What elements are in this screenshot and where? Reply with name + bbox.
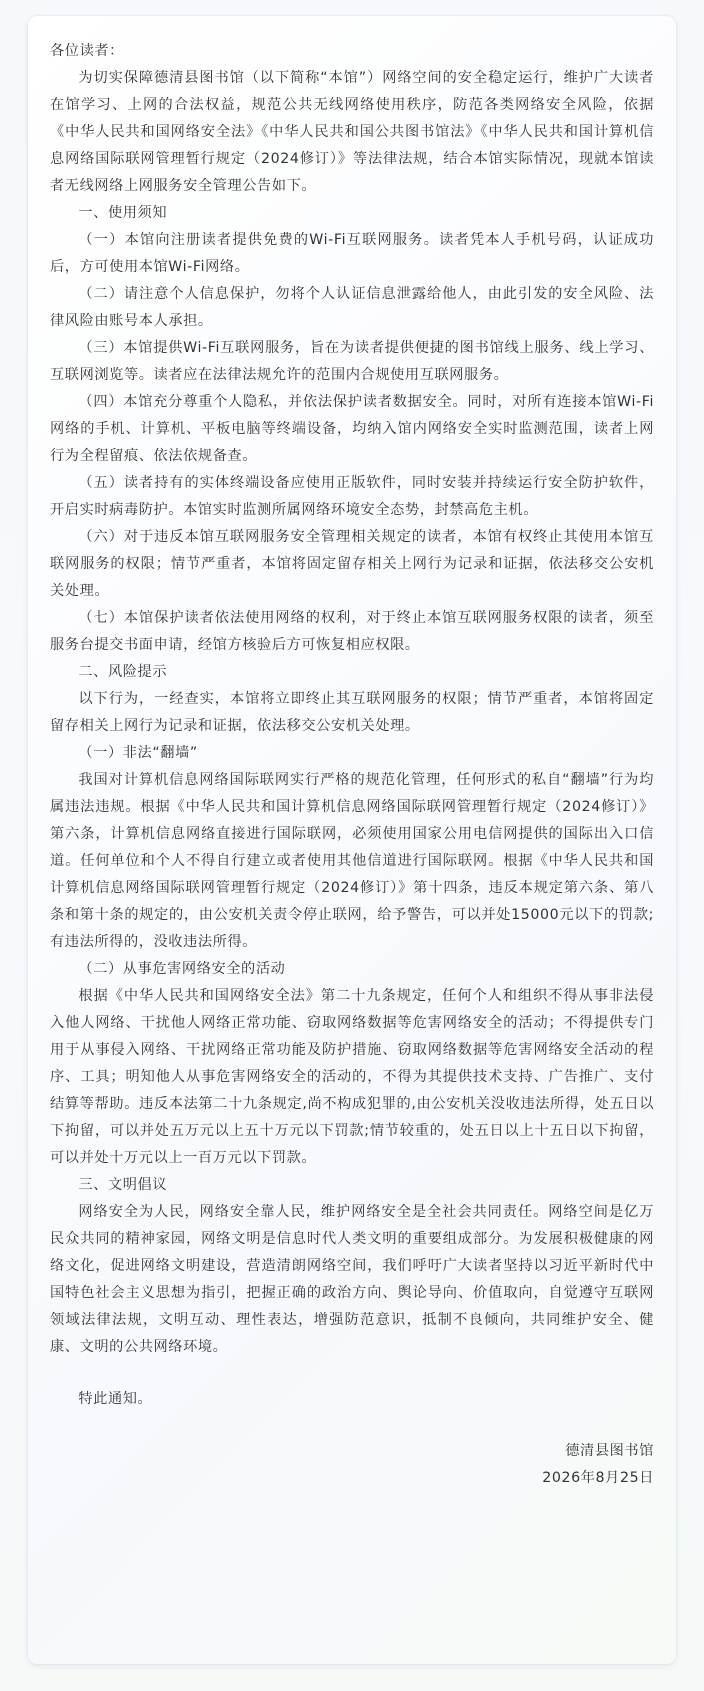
section-1-item: （三）本馆提供Wi-Fi互联网服务，旨在为读者提供便捷的图书馆线上服务、线上学习、互联网浏览等。读者应在法律法规允许的范围内合规使用互联网服务。 — [50, 340, 654, 383]
spacer — [50, 1413, 654, 1438]
section-3-title: 三、文明倡议 — [78, 1177, 168, 1193]
section-1-title: 一、使用须知 — [78, 205, 168, 221]
section-1-item: （五）读者持有的实体终端设备应使用正版软件，同时安装并持续运行安全防护软件，开启实时病毒防护。本馆实时监测所属网络环境安全态势，封禁高危主机。 — [50, 475, 654, 518]
section-1-item: （六）对于违反本馆互联网服务安全管理相关规定的读者，本馆有权终止其使用本馆互联网服务的权限；情节严重者，本馆将固定留存相关上网行为记录和证据，依法移交公安机关处理。 — [50, 529, 654, 599]
notice-date: 2026年8月25日 — [542, 1470, 654, 1486]
section-1-item: （四）本馆充分尊重个人隐私，并依法保护读者数据安全。同时，对所有连接本馆Wi-Fi网络的手机、计算机、平板电脑等终端设备，均纳入馆内网络安全实时监测范围，读者上网行为全程留痕、依法依规备查。 — [50, 394, 654, 464]
section-2-sub-2-title: （二）从事危害网络安全的活动 — [78, 961, 286, 977]
intro-paragraph: 为切实保障德清县图书馆（以下简称“本馆”）网络空间的安全稳定运行，维护广大读者在馆学习、上网的合法权益，规范公共无线网络使用秩序，防范各类网络安全风险，依据《中华人民共和国网络安全法》《中华人民共和国公共图书馆法》《中华人民共和国计算机信息网络国际联网管理暂行规定（2024修订）》等法律法规，结合本馆实际情况，现就本馆读者无线网络上网服务安全管理公告如下。 — [50, 70, 654, 194]
section-2-intro: 以下行为，一经查实，本馆将立即终止其互联网服务的权限；情节严重者，本馆将固定留存相关上网行为记录和证据，依法移交公安机关处理。 — [50, 691, 654, 734]
salutation: 各位读者： — [50, 43, 124, 59]
spacer — [50, 1361, 654, 1386]
section-2-sub-1-title: （一）非法“翻墙” — [78, 745, 198, 761]
section-1-item: （一）本馆向注册读者提供免费的Wi-Fi互联网服务。读者凭本人手机号码，认证成功后，方可使用本馆Wi-Fi网络。 — [50, 232, 654, 275]
closing-line: 特此通知。 — [78, 1391, 153, 1407]
section-2-sub-1-text: 我国对计算机信息网络国际联网实行严格的规范化管理，任何形式的私自“翻墙”行为均属违法违规。根据《中华人民共和国计算机信息网络国际联网管理暂行规定（2024修订）》第六条，计算机信息网络直接进行国际联网，必须使用国家公用电信网提供的国际出入口信道。任何单位和个人不得自行建立或者使用其他信道进行国际联网。根据《中华人民共和国计算机信息网络国际联网管理暂行规定（2024修订）》第十四条，违反本规定第六条、第八条和第十条的规定的，由公安机关责令停止联网，给予警告，可以并处15000元以下的罚款;有违法所得的，没收违法所得。 — [50, 772, 654, 950]
section-1-item: （二）请注意个人信息保护，勿将个人认证信息泄露给他人，由此引发的安全风险、法律风险由账号本人承担。 — [50, 286, 654, 329]
signature: 德清县图书馆 — [565, 1443, 654, 1459]
section-2-title: 二、风险提示 — [78, 664, 168, 680]
section-1-item: （七）本馆保护读者依法使用网络的权利，对于终止本馆互联网服务权限的读者，须至服务台提交书面申请，经馆方核验后方可恢复相应权限。 — [50, 610, 654, 653]
section-3-text: 网络安全为人民，网络安全靠人民，维护网络安全是全社会共同责任。网络空间是亿万民众共同的精神家园，网络文明是信息时代人类文明的重要组成部分。为发展积极健康的网络文化，促进网络文明建设，营造清朗网络空间，我们呼吁广大读者坚持以习近平新时代中国特色社会主义思想为指引，把握正确的政治方向、舆论导向、价值取向，自觉遵守互联网领域法律法规，文明互动、理性表达，增强防范意识，抵制不良倾向，共同维护安全、健康、文明的公共网络环境。 — [50, 1204, 654, 1355]
section-2-sub-2-text: 根据《中华人民共和国网络安全法》第二十九条规定，任何个人和组织不得从事非法侵入他人网络、干扰他人网络正常功能、窃取网络数据等危害网络安全的活动；不得提供专门用于从事侵入网络、干扰网络正常功能及防护措施、窃取网络数据等危害网络安全活动的程序、工具；明知他人从事危害网络安全的活动的，不得为其提供技术支持、广告推广、支付结算等帮助。违反本法第二十九条规定,尚不构成犯罪的,由公安机关没收违法所得，处五日以下拘留，可以并处五万元以上五十万元以下罚款;情节较重的，处五日以上十五日以下拘留，可以并处十万元以上一百万元以下罚款。 — [50, 988, 654, 1166]
notice-card — [28, 16, 676, 1664]
